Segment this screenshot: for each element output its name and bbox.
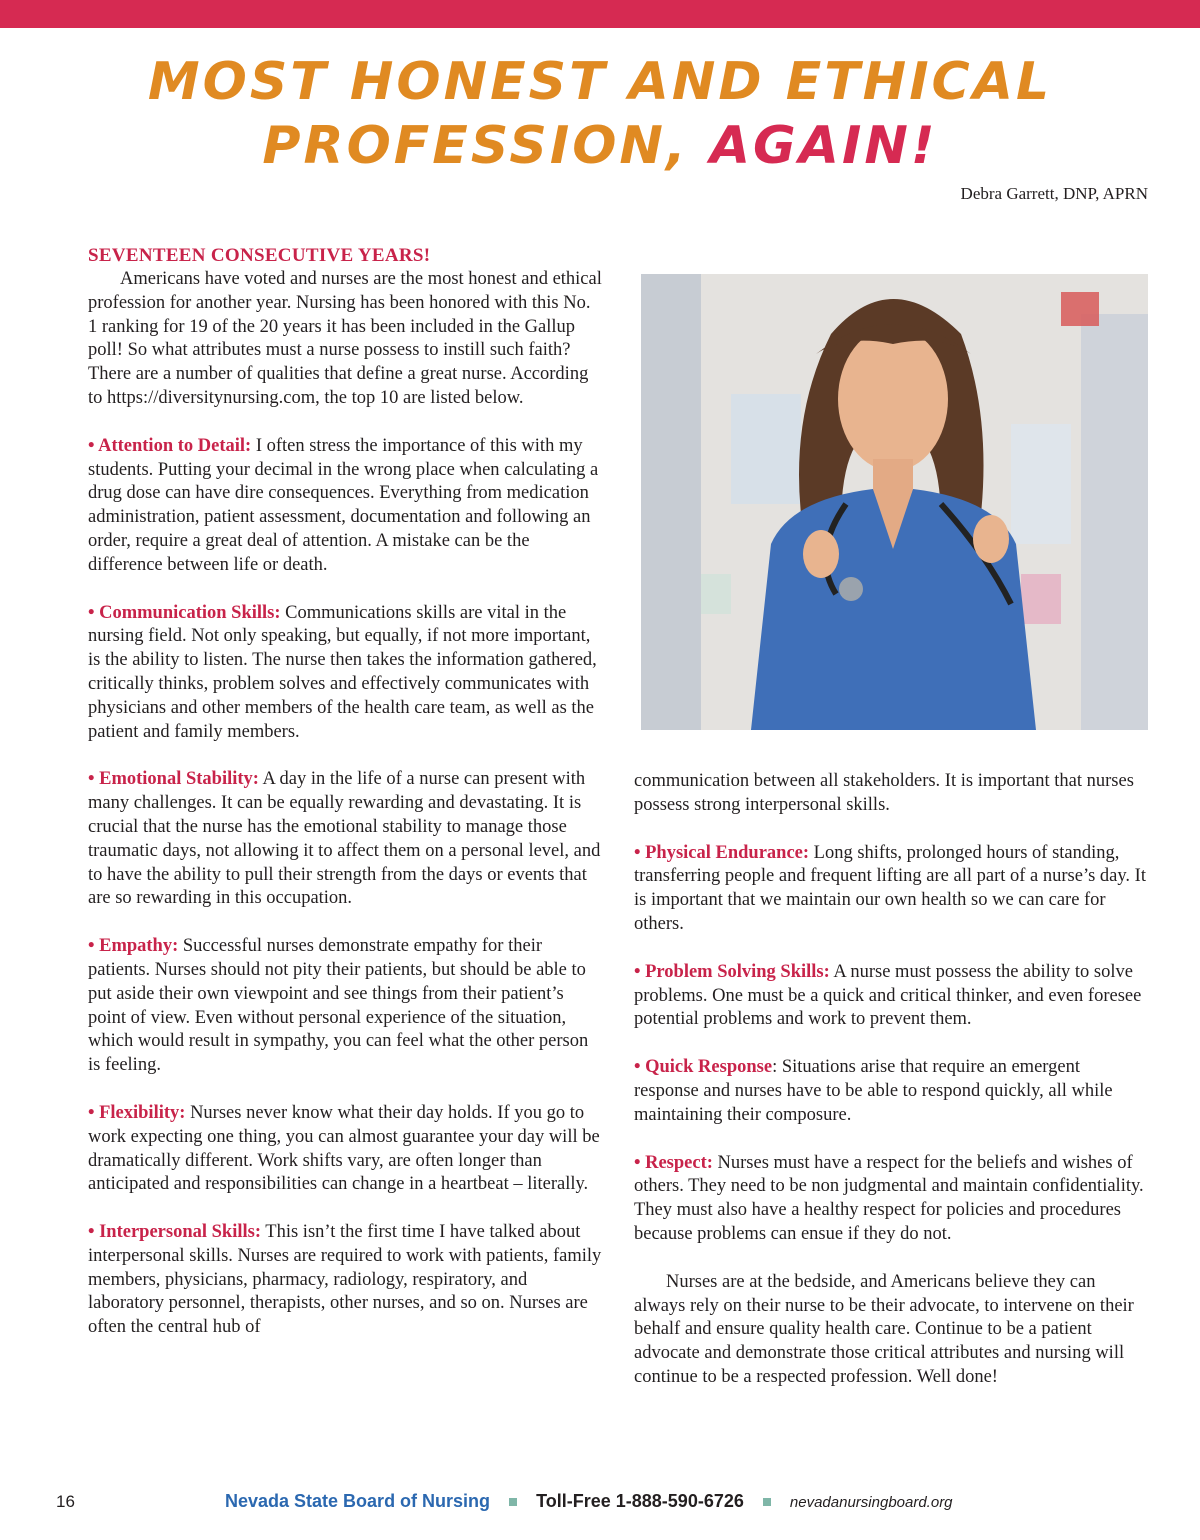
quality-paragraph (88, 768, 602, 911)
footer-info (225, 1491, 953, 1512)
separator-square-icon (509, 1498, 517, 1506)
quality-text: Long shifts, prolonged hours of standing, transferring people and frequent lifting are all part of a nurse’s day. It is important that we maintain our own health so we can care for others. (634, 842, 1146, 934)
author-byline: Debra Garrett, DNP, APRN (960, 184, 1148, 203)
quality-text: A nurse must possess the ability to solve problems. One must be a quick and critical thinker, and even foresee potential problems and work to prevent them. (634, 961, 1142, 1030)
title-line-1: MOST HONEST AND ETHICAL (147, 52, 1053, 112)
quality-paragraph (634, 1152, 1148, 1200)
quality-paragraph (88, 1102, 602, 1197)
title-line-2 (100, 114, 1100, 178)
quality-term: • Interpersonal Skills: (88, 1222, 261, 1243)
quality-paragraph (88, 435, 602, 578)
quality-text: : Situations arise that require an emergent response and nurses have to be able to respond quickly, all while maintaining their composure. (634, 1057, 1113, 1125)
quality-term: • Emotional Stability: (88, 769, 259, 790)
separator-square-icon (763, 1498, 771, 1506)
quality-paragraph (634, 842, 1148, 937)
quality-term: • Empathy: (88, 936, 179, 957)
nurse-illustration (641, 274, 1148, 730)
quality-text: I often stress the importance of this with my students. Putting your decimal in the wrong place when calculating a drug dose can have dire consequences. Everything from medication administration, patient assessment, documentation and following an order, require a great deal of attention. A mistake can be the difference between life or death. (88, 435, 599, 575)
right-column (634, 770, 1148, 1414)
intro-paragraph: Americans have voted and nurses are the most honest and ethical profession for another year. Nursing has been honored with this No. 1 ranking for 19 of the 20 years it has been included in the Gallup poll! So what attributes must a nurse possess to instill such faith? There are a number of qualities that define a great nurse. According to https://diversitynursing.com, the top 10 are listed below. (88, 269, 602, 408)
quality-text: Communications skills are vital in the nursing field. Not only speaking, but equally, if not more important, is the ability to listen. The nurse then takes the information gathered, critically thinks, problem solves and effectively communicates with physicians and other members of the health care team, as well as the patient and family members. (88, 602, 597, 742)
quality-term: • Quick Response (634, 1057, 773, 1078)
nurse-photo (641, 274, 1148, 730)
page-number: 16 (56, 1492, 75, 1511)
footer-website[interactable]: nevadanursingboard.org (789, 1494, 953, 1511)
quality-text: Successful nurses demonstrate empathy for their patients. Nurses should not pity their patients, but should be able to put aside their own viewpoint and see things from their patient’s point of view. Even without personal experience of the situation, which would result in sympathy, you can feel what the other person is feeling. (88, 936, 589, 1076)
section-heading: SEVENTEEN CONSECUTIVE YEARS! (88, 245, 431, 266)
footer-board-name: Nevada State Board of Nursing (225, 1491, 491, 1511)
continuation-paragraph: communication between all stakeholders. It is important that nurses possess strong interpersonal skills. (634, 771, 1134, 815)
quality-paragraph (88, 935, 602, 1078)
quality-text: Nurses never know what their day holds. If you go to work expecting one thing, you can almost guarantee your day will be dramatically different. Work shifts vary, are often longer than anticipated and responsibilities can change in a heartbeat – literally. (88, 1102, 600, 1195)
footer-phone: Toll-Free 1-888-590-6726 (536, 1491, 744, 1511)
quality-text: This isn’t the first time I have talked about interpersonal skills. Nurses are required to work with patients, family members, physicians, pharmacy, radiology, respiratory, and laboratory personnel, therapists, other nurses, and so on. Nurses are often the central hub of (88, 1222, 602, 1338)
quality-term: • Problem Solving Skills: (634, 961, 830, 982)
top-accent-bar (0, 0, 1200, 28)
respect-extra-paragraph: They must also have a healthy respect for policies and procedures because problems can ensue if they do not. (634, 1200, 1121, 1244)
quality-text: Nurses must have a respect for the beliefs and wishes of others. They need to be non judgmental and maintain confidentiality. (634, 1152, 1144, 1197)
quality-term: • Flexibility: (88, 1102, 186, 1123)
title-line-2-text: PROFESSION, (262, 116, 710, 176)
quality-paragraph (88, 1221, 602, 1340)
closing-paragraph: Nurses are at the bedside, and Americans believe they can always rely on their nurse to be their advocate, to intervene on their behalf and ensure quality health care. Continue to be a patient advocate and demonstrate those critical attributes and nursing will continue to be a respected profession. Well done! (634, 1271, 1134, 1387)
quality-term: • Communication Skills: (88, 602, 281, 623)
quality-term: • Attention to Detail: (88, 435, 252, 456)
quality-paragraph (634, 1056, 1148, 1127)
quality-paragraph (88, 602, 602, 745)
quality-text: A day in the life of a nurse can present with many challenges. It can be equally rewarding and devastating. It is crucial that the nurse has the emotional stability to manage those traumatic days, not allowing it to affect them on a personal level, and to have the ability to pull their strength from the days or events that are so rewarding in this occupation. (88, 769, 601, 909)
left-column (88, 244, 602, 1364)
quality-paragraph (634, 961, 1148, 1032)
quality-term: • Physical Endurance: (634, 842, 810, 863)
page-footer (0, 1488, 1200, 1518)
page-title (100, 50, 1100, 178)
title-emphasis: AGAIN! (709, 116, 938, 176)
quality-term: • Respect: (634, 1152, 713, 1173)
